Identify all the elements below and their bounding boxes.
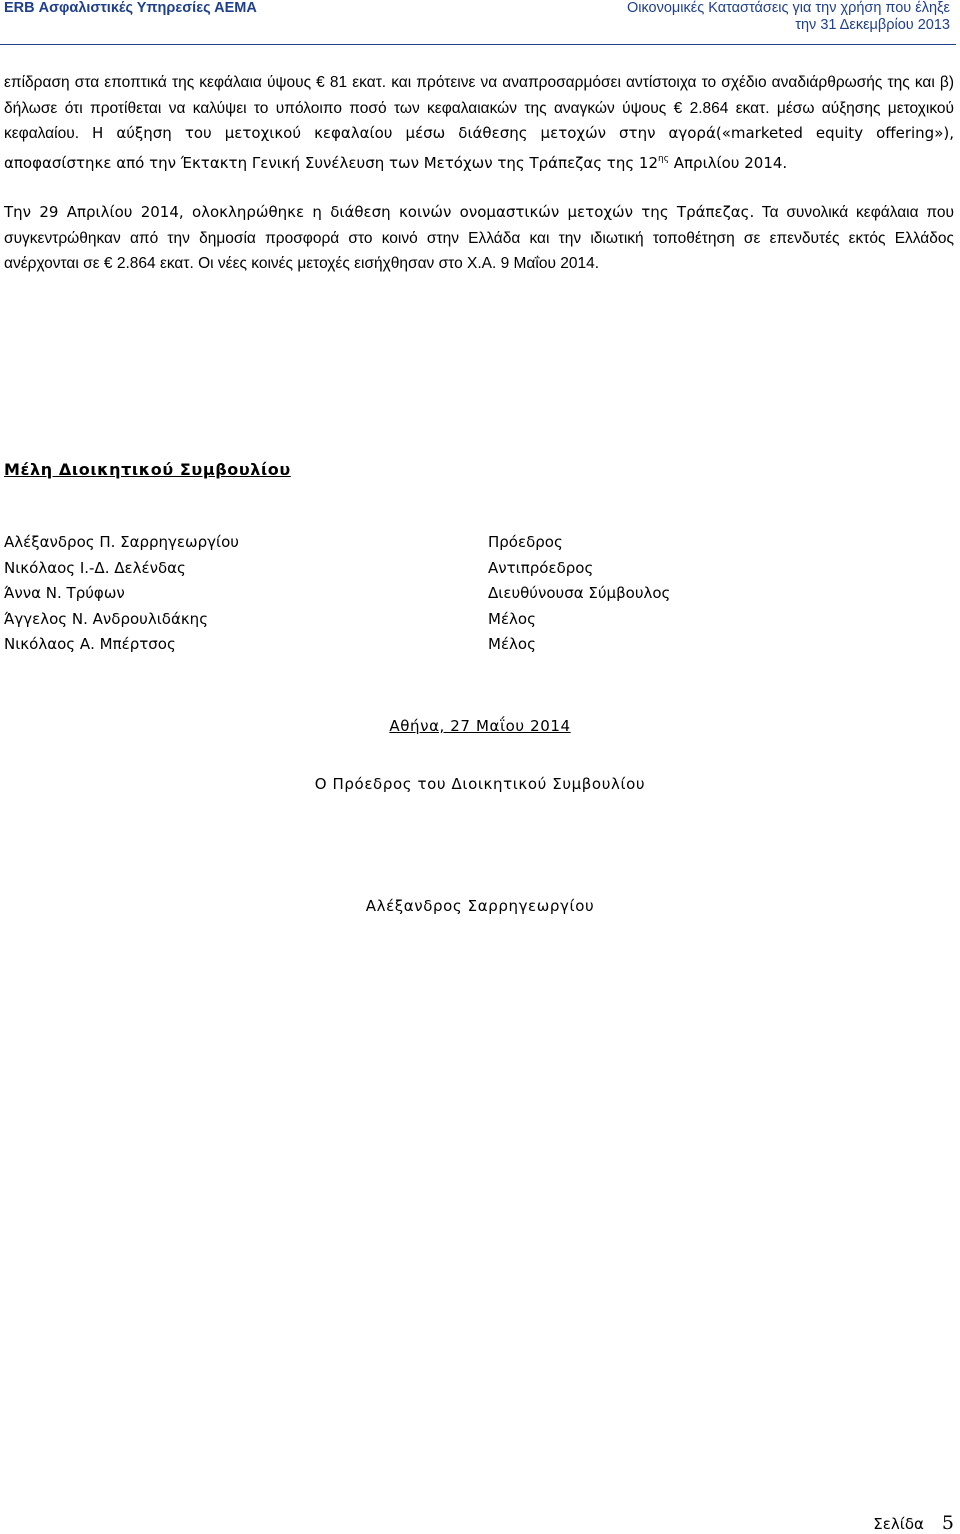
- list-item: [4, 581, 954, 607]
- list-item: [4, 556, 954, 582]
- paragraph-share-offering-part1: Την 29 Απριλίου 2014, ολοκληρώθηκε η διάθεση κοινών ονομαστικών μετοχών της Τράπεζας.: [4, 203, 755, 221]
- page-label: Σελίδα: [873, 1515, 924, 1533]
- place-and-date: Αθήνα, 27 Μαΐου 2014: [389, 717, 571, 735]
- document-title: [627, 0, 950, 34]
- member-role: Μέλος: [488, 635, 536, 653]
- list-item: [4, 530, 954, 556]
- document-title-line1: Οικονομικές Καταστάσεις για την χρήση που έληξε: [626, 0, 950, 16]
- ordinal-suffix: ης: [658, 153, 669, 164]
- board-members-heading: Μέλη Διοικητικού Συμβουλίου: [4, 460, 291, 479]
- member-name: Άγγελος Ν. Ανδρουλιδάκης: [4, 609, 208, 628]
- company-name: ERB Ασφαλιστικές Υπηρεσίες ΑΕΜΑ: [4, 0, 257, 16]
- member-name: Νικόλαος Α. Μπέρτσος: [4, 635, 176, 653]
- member-name: Άννα Ν. Τρύφων: [4, 584, 125, 602]
- page-header: [0, 0, 960, 44]
- signatory-name: Αλέξανδρος Σαρρηγεωργίου: [365, 897, 595, 915]
- paragraph-capital-increase-part1: επίδραση στα εποπτικά της κεφάλαια ύψους € 81 εκατ. και πρότεινε να αναπροσαρμόσει αντίστοιχα το σχέδιο αναδιάρθρωσής της και β) δήλωσε ότι προτίθεται να καλύψει το υπόλοιπο ποσό των κεφαλαιακών της αναγκών ύψους € 2.864 εκατ. μέσω αύξησης μετοχικού κεφαλαίου.: [4, 74, 954, 142]
- paragraph-capital-increase-part3: Απριλίου 2014.: [669, 153, 788, 172]
- member-role: Μέλος: [488, 609, 536, 628]
- paragraph-share-offering-part2: Τα συνολικά κεφάλαια που συγκεντρώθηκαν από την δημοσία προσφορά στο κοινό στην Ελλάδα και την ιδιωτική τοποθέτηση σε επενδυτές εκτός Ελλάδος ανέρχονται σε € 2.864 εκατ. Οι νέες κοινές μετοχές εισήχθησαν στο Χ.Α. 9 Μαΐου 2014.: [4, 204, 954, 272]
- paragraph-share-offering: [4, 200, 954, 277]
- header-divider: [0, 44, 956, 45]
- paragraph-capital-increase: [4, 70, 954, 176]
- member-name: Αλέξανδρος Π. Σαρρηγεωργίου: [4, 533, 239, 551]
- chairman-label: Ο Πρόεδρος του Διοικητικού Συμβουλίου: [314, 775, 646, 793]
- list-item: [4, 632, 954, 658]
- member-name: Νικόλαος Ι.-Δ. Δελένδας: [4, 558, 186, 577]
- list-item: [4, 607, 954, 633]
- paragraph-capital-increase-part2: Η αύξηση του μετοχικού κεφαλαίου μέσω διάθεσης μετοχών στην αγορά(«marketed equity offering»), αποφασίστηκε από την Έκτακτη Γενική Συνέλευση των Μετόχων της Τράπεζας της 12: [4, 124, 954, 172]
- member-role: Πρόεδρος: [488, 533, 563, 551]
- member-role: Αντιπρόεδρος: [488, 558, 594, 577]
- board-members-list: [4, 530, 954, 658]
- page-footer: [873, 1512, 954, 1534]
- member-role: Διευθύνουσα Σύμβουλος: [488, 584, 671, 602]
- page-number: 5: [941, 1512, 954, 1534]
- document-title-line2: την 31 Δεκεμβρίου 2013: [795, 17, 950, 33]
